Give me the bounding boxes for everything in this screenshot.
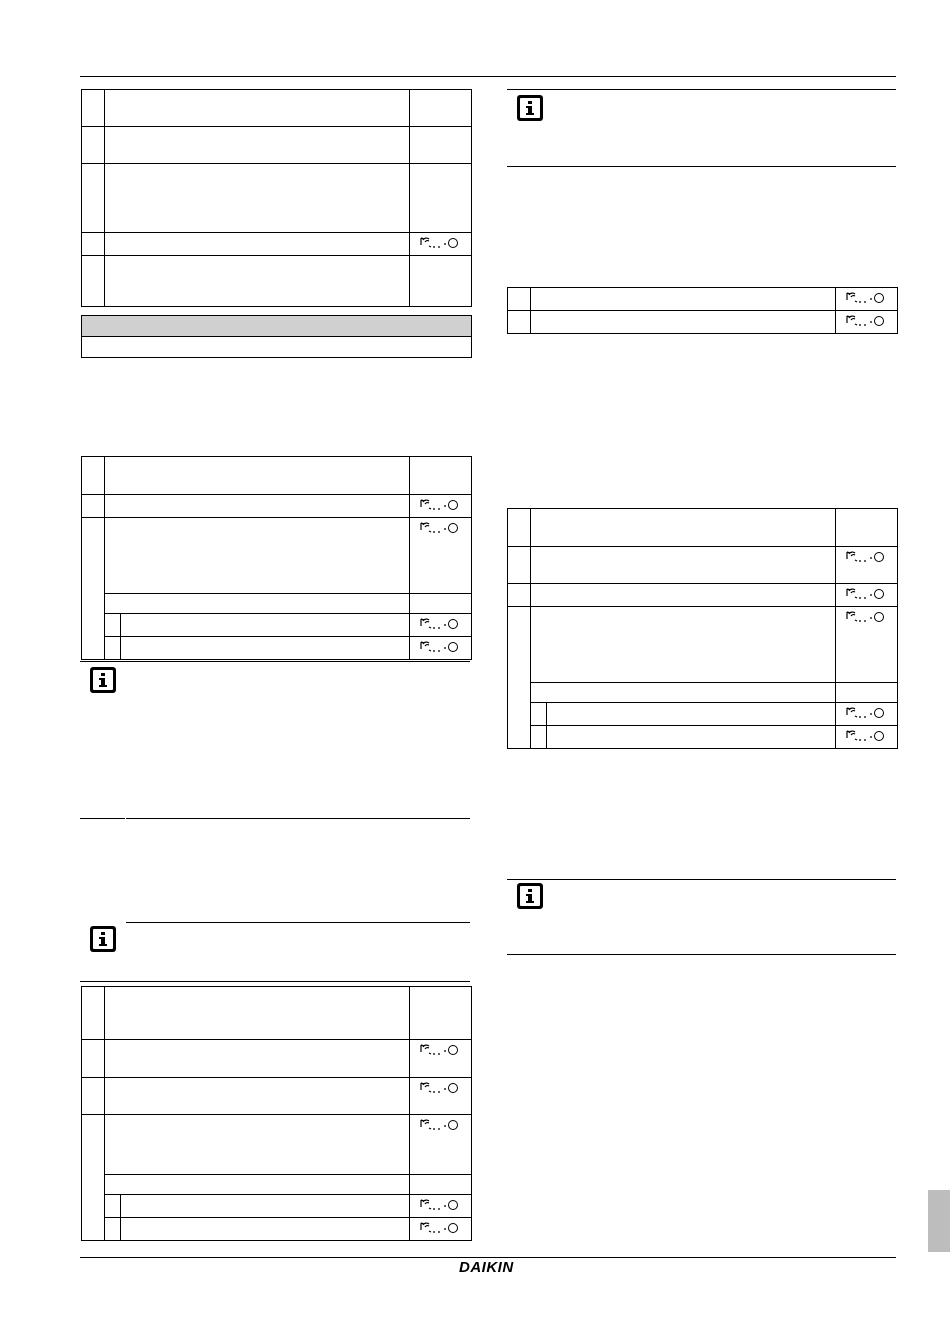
info-icon (516, 882, 544, 915)
step-icon-cell (836, 584, 898, 607)
step-text-cell (531, 607, 836, 683)
sub-option-text (121, 614, 410, 637)
step-number-cell (82, 518, 105, 660)
information-note (507, 879, 896, 957)
step-icon-cell (410, 1218, 472, 1241)
information-note (507, 89, 896, 169)
sub-option-marker (105, 637, 121, 660)
step-number-cell (82, 90, 105, 127)
step-icon-cell (836, 509, 898, 547)
step-icon-cell (410, 637, 472, 660)
step-number-cell (82, 457, 105, 495)
step-icon-cell (836, 607, 898, 683)
step-text-cell (105, 127, 410, 164)
step-number-cell (82, 1078, 105, 1115)
sub-option-text (547, 726, 836, 749)
step-icon-cell (410, 1115, 472, 1175)
remote-control-icon (419, 521, 461, 540)
step-icon-cell (410, 614, 472, 637)
remote-control-icon (419, 236, 461, 255)
step-number-cell (82, 987, 105, 1040)
header-rule (80, 76, 896, 77)
step-icon-cell (410, 164, 472, 233)
info-icon (89, 925, 117, 958)
step-text-cell (531, 547, 836, 584)
step-number-cell (508, 607, 531, 749)
step-text-cell (105, 457, 410, 495)
sub-option-text (121, 1195, 410, 1218)
step-number-cell (82, 233, 105, 256)
step-text-cell (531, 509, 836, 547)
setting-header-box (81, 315, 472, 358)
setting-header-band (82, 316, 471, 337)
sub-option-marker (531, 726, 547, 749)
step-icon-cell (410, 233, 472, 256)
step-icon-cell (410, 457, 472, 495)
information-note (80, 661, 470, 821)
sub-option-marker (105, 1218, 121, 1241)
step-text-cell (105, 1115, 410, 1175)
remote-control-icon (845, 729, 887, 748)
procedure-table-5 (507, 508, 898, 749)
footer-rule (80, 1257, 896, 1258)
brand-logo: DAIKIN (459, 1259, 514, 1276)
step-number-cell (508, 584, 531, 607)
remote-control-icon (845, 314, 887, 333)
step-text-cell (531, 288, 836, 311)
sub-option-marker (531, 703, 547, 726)
step-number-cell (82, 164, 105, 233)
step-icon-cell (410, 1175, 472, 1195)
step-icon-cell (410, 256, 472, 307)
remote-control-icon (419, 1118, 461, 1137)
step-number-cell (508, 288, 531, 311)
step-number-cell (82, 1115, 105, 1241)
step-text-cell (531, 584, 836, 607)
procedure-table-1 (81, 89, 472, 307)
step-icon-cell (410, 1195, 472, 1218)
step-text-cell (105, 1040, 410, 1078)
info-icon (516, 94, 544, 127)
step-icon-cell (410, 1078, 472, 1115)
step-icon-cell (836, 288, 898, 311)
option-heading-cell (531, 683, 836, 703)
remote-control-icon (419, 1198, 461, 1217)
sub-option-text (121, 1218, 410, 1241)
step-icon-cell (836, 547, 898, 584)
step-text-cell (105, 1078, 410, 1115)
step-text-cell (105, 987, 410, 1040)
remote-control-icon (419, 1043, 461, 1062)
step-number-cell (82, 1040, 105, 1078)
step-icon-cell (410, 518, 472, 594)
remote-control-icon (845, 587, 887, 606)
step-icon-cell (410, 127, 472, 164)
procedure-table-2 (81, 456, 472, 660)
remote-control-icon (845, 706, 887, 725)
sub-option-marker (105, 1195, 121, 1218)
remote-control-icon (419, 498, 461, 517)
remote-control-icon (419, 1221, 461, 1240)
step-text-cell (105, 495, 410, 518)
step-text-cell (531, 311, 836, 334)
step-icon-cell (836, 311, 898, 334)
information-note (80, 922, 470, 984)
remote-control-icon (845, 291, 887, 310)
step-text-cell (105, 233, 410, 256)
procedure-table-4 (507, 287, 898, 334)
step-text-cell (105, 518, 410, 594)
step-icon-cell (836, 683, 898, 703)
step-icon-cell (410, 1040, 472, 1078)
step-icon-cell (410, 90, 472, 127)
remote-control-icon (845, 610, 887, 629)
step-number-cell (508, 509, 531, 547)
remote-control-icon (419, 1081, 461, 1100)
step-text-cell (105, 164, 410, 233)
sub-option-text (121, 637, 410, 660)
step-number-cell (508, 547, 531, 584)
sub-option-text (547, 703, 836, 726)
option-heading-cell (105, 1175, 410, 1195)
step-icon-cell (836, 703, 898, 726)
step-number-cell (82, 127, 105, 164)
setting-header-body (82, 337, 471, 357)
step-text-cell (105, 90, 410, 127)
remote-control-icon (845, 550, 887, 569)
sub-option-marker (105, 614, 121, 637)
remote-control-icon (419, 640, 461, 659)
step-number-cell (82, 256, 105, 307)
step-icon-cell (410, 594, 472, 614)
option-heading-cell (105, 594, 410, 614)
step-text-cell (105, 256, 410, 307)
remote-control-icon (419, 617, 461, 636)
step-icon-cell (836, 726, 898, 749)
chapter-side-tab (928, 1190, 950, 1252)
step-number-cell (82, 495, 105, 518)
step-number-cell (508, 311, 531, 334)
step-icon-cell (410, 495, 472, 518)
step-icon-cell (410, 987, 472, 1040)
info-icon (89, 666, 117, 699)
procedure-table-3 (81, 986, 472, 1241)
